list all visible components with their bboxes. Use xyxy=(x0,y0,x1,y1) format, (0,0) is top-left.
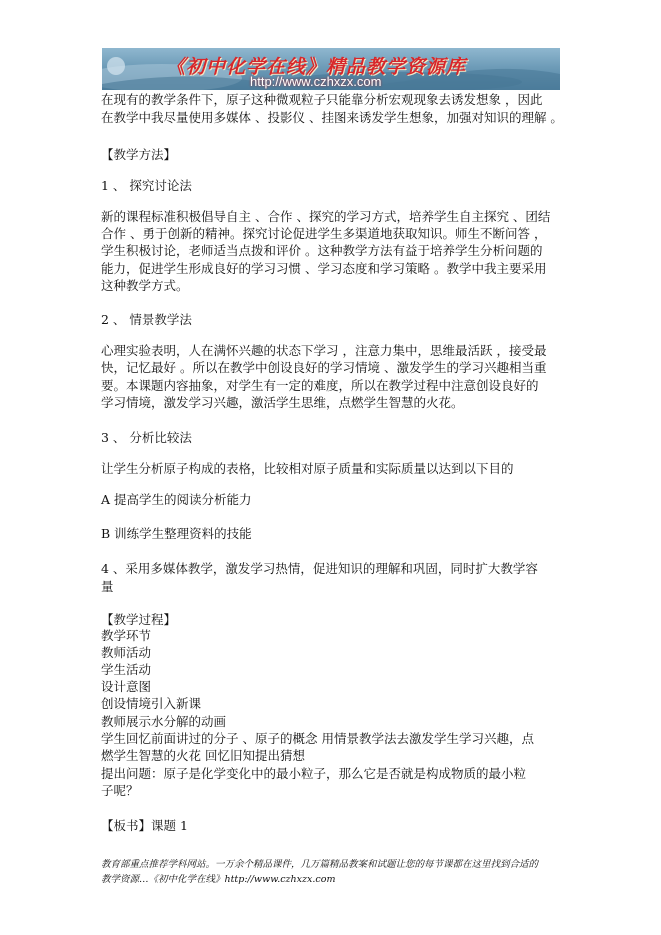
board-heading: 【板书】课题 1 xyxy=(101,818,188,833)
process-line: 学生活动 xyxy=(101,662,152,677)
process-line: 创设情境引入新课 xyxy=(101,696,202,711)
method-3-body: 让学生分析原子构成的表格，比较相对原子质量和实际质量以达到以下目的 xyxy=(101,461,514,476)
method-2-line-3: 要。本课题内容抽象，对学生有一定的难度，所以在教学过程中注意创设良好的 xyxy=(101,378,539,393)
method-2-title: 2 、 情景教学法 xyxy=(101,312,192,327)
method-1-line-1: 新的课程标准积极倡导自主 、合作 、探究的学习方式，培养学生自主探究 、团结 xyxy=(101,209,551,224)
process-line: 子呢？ xyxy=(101,783,139,798)
method-1-line-5: 这种教学方式。 xyxy=(101,278,189,293)
methods-heading: 【教学方法】 xyxy=(101,147,177,162)
method-3-title: 3 、 分析比较法 xyxy=(101,430,192,445)
intro-line-1: 在现有的教学条件下，原子这种微观粒子只能靠分析宏观现象去诱发想象 ，因此 xyxy=(101,92,543,107)
footer-line-2[interactable]: 教学资源…《初中化学在线》http://www.czhxzx.com xyxy=(101,874,336,885)
method-2-line-4: 学习情境，激发学习兴趣，激活学生思维，点燃学生智慧的火花。 xyxy=(101,395,464,410)
banner-title: 《初中化学在线》精品教学资源库 xyxy=(166,56,467,78)
method-1-title: 1 、 探究讨论法 xyxy=(101,178,192,193)
process-line: 提出问题：原子是化学变化中的最小粒子，那么它是否就是构成物质的最小粒 xyxy=(101,766,527,781)
method-4-line-2: 量 xyxy=(101,579,114,594)
process-line: 设计意图 xyxy=(101,679,152,694)
footer-line-1: 教育部重点推荐学科网站。一万余个精品课件，几万篇精品教案和试题让您的每节课都在这里找到合适的 xyxy=(101,859,539,870)
process-line: 教学环节 xyxy=(101,628,152,643)
header-banner xyxy=(102,48,560,90)
page-footer xyxy=(101,857,571,887)
method-4-line-1: 4 、采用多媒体教学，激发学习热情，促进知识的理解和巩固，同时扩大教学容 xyxy=(101,561,538,576)
method-2-line-1: 心理实验表明，人在满怀兴趣的状态下学习 ，注意力集中，思维最活跃 ，接受最 xyxy=(101,343,547,358)
method-2-line-2: 快，记忆最好 。所以在教学中创设良好的学习情境 、激发学生的学习兴趣相当重 xyxy=(101,360,547,375)
method-1-line-4: 能力，促进学生形成良好的学习习惯 、学习态度和学习策略 。教学中我主要采用 xyxy=(101,261,547,276)
process-line: 燃学生智慧的火花 回忆旧知提出猜想 xyxy=(101,748,305,763)
method-1-line-2: 合作 、勇于创新的精神。探究讨论促进学生多渠道地获取知识。师生不断问答 ， xyxy=(101,226,547,241)
process-line: 学生回忆前面讲过的分子 、原子的概念 用情景教学法去激发学生学习兴趣，点 xyxy=(101,731,534,746)
intro-line-2: 在教学中我尽量使用多媒体 、投影仪 、挂图来诱发学生想象，加强对知识的理解 。 xyxy=(101,110,563,125)
method-1-line-3: 学生积极讨论，老师适当点拨和评价 。这种教学方法有益于培养学生分析问题的 xyxy=(101,243,543,258)
goal-a: A 提高学生的阅读分析能力 xyxy=(101,492,252,507)
process-line: 教师活动 xyxy=(101,645,152,660)
process-line: 教师展示水分解的动画 xyxy=(101,714,227,729)
goal-b: B 训练学生整理资料的技能 xyxy=(101,526,252,541)
process-heading: 【教学过程】 xyxy=(101,612,177,627)
banner-url[interactable]: http://www.czhxzx.com xyxy=(250,74,382,89)
